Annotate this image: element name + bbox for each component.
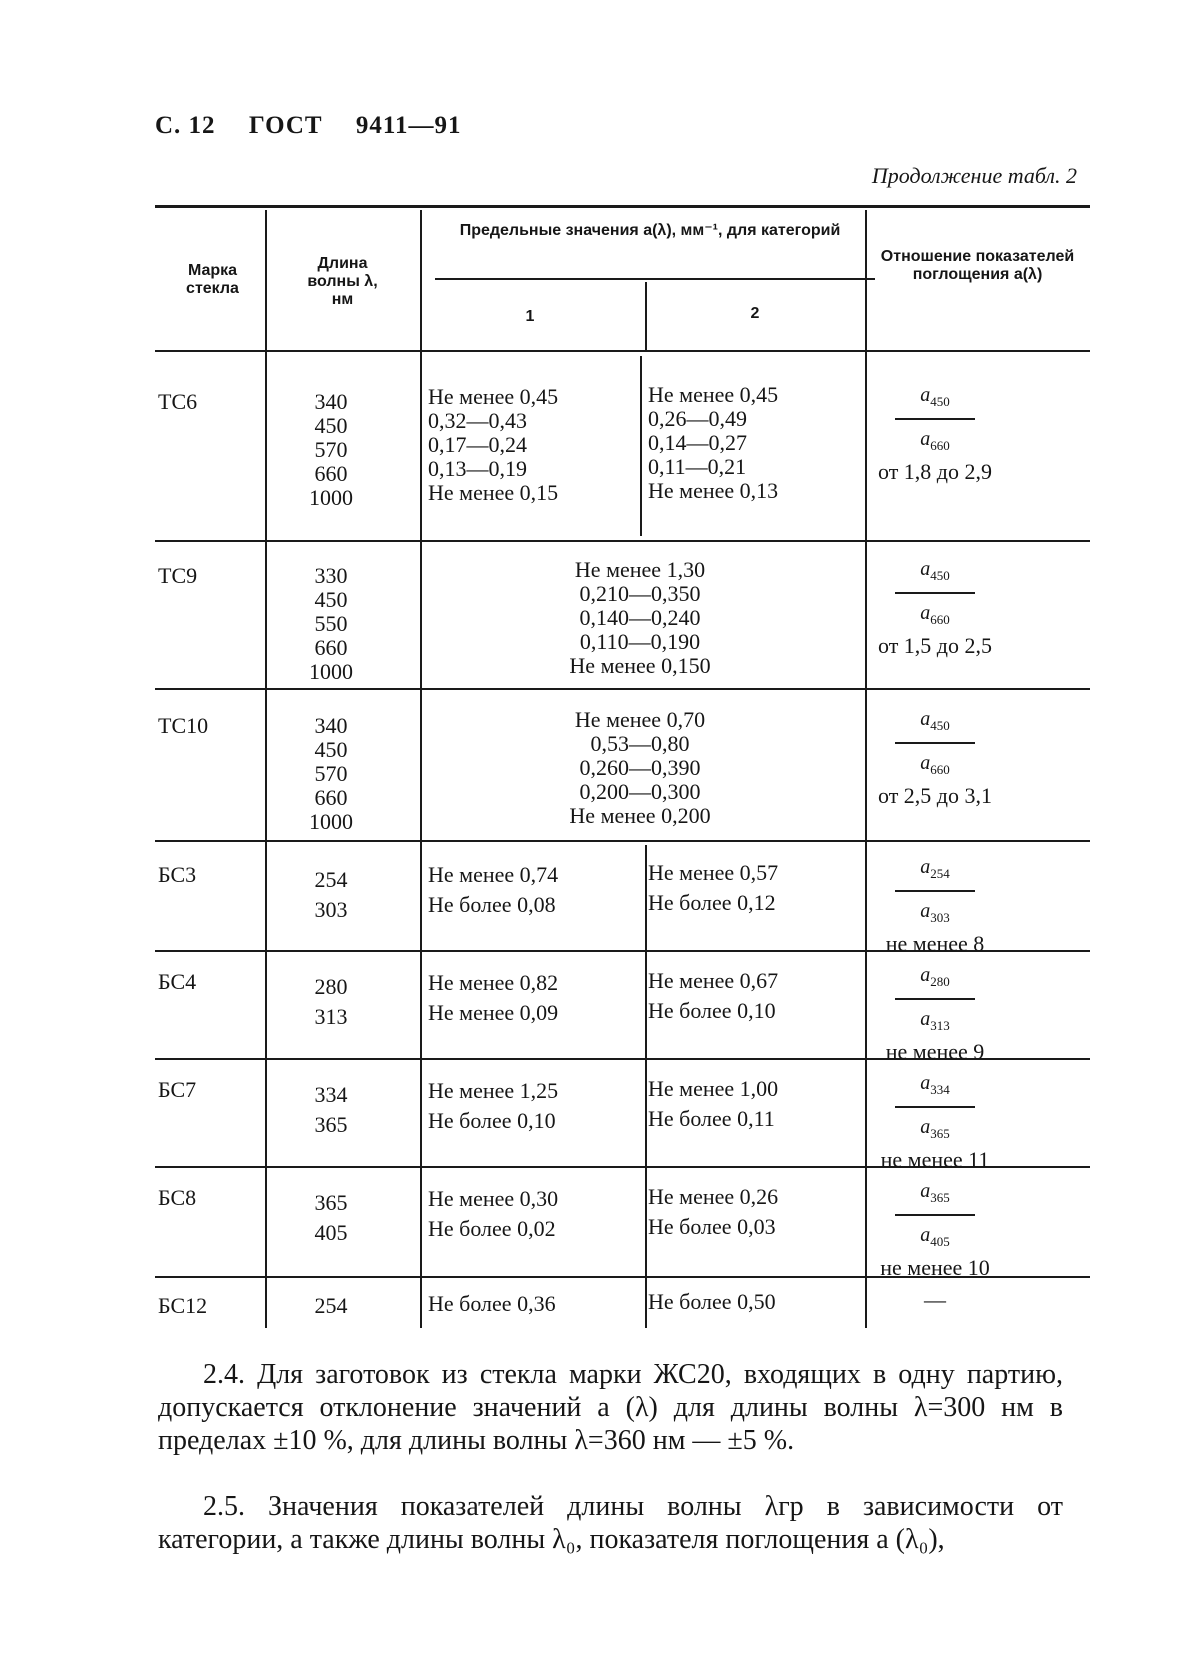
row-mark: БС4: [158, 969, 197, 994]
row-ratio: [870, 1178, 1000, 1280]
row-mark: БС12: [158, 1293, 208, 1318]
row-waves: 334 365: [314, 1082, 348, 1137]
row-cat2: Не менее 0,67 Не более 0,10: [648, 968, 779, 1023]
row-mark: ТС9: [158, 563, 198, 588]
row-mark: БС7: [158, 1077, 197, 1102]
ratio-denominator: $a_{365}$: [920, 1116, 950, 1141]
row-rule-2: [155, 688, 1090, 690]
row-ratio: [870, 556, 1000, 658]
ratio-denominator: $a_{660}$: [920, 602, 950, 627]
col-divider-3: [865, 210, 867, 1328]
row-cat2: Не менее 1,00 Не более 0,11: [648, 1076, 779, 1131]
row-rule-1: [155, 540, 1090, 542]
row-mark: БС3: [158, 862, 197, 887]
ratio-range: не менее 11: [880, 1147, 990, 1172]
row-mark: ТС10: [158, 713, 209, 738]
ratio-numerator: $a_{254}$: [920, 856, 950, 881]
row-cat1: Не менее 0,30 Не более 0,02: [428, 1186, 559, 1241]
ratio-denominator: $a_{660}$: [920, 752, 950, 777]
col-divider-cat-tc6: [640, 356, 642, 536]
row-mark: БС8: [158, 1185, 197, 1210]
fraction-bar: [895, 998, 975, 1000]
ratio-range: не менее 10: [880, 1255, 990, 1280]
row-waves: 340 450 570 660 1000: [309, 389, 353, 510]
row-waves: 254 303: [314, 867, 348, 922]
col-divider-cat-bs: [645, 845, 647, 1328]
ratio-denominator: $a_{405}$: [920, 1224, 950, 1249]
row-ratio: [870, 1070, 1000, 1172]
row-cat1: Не менее 0,82 Не менее 0,09: [428, 970, 559, 1025]
row-cat2: Не менее 0,26 Не более 0,03: [648, 1184, 779, 1239]
row-rule-3: [155, 840, 1090, 842]
ratio-denominator: $a_{303}$: [920, 900, 950, 925]
row-ratio-dash: —: [924, 1287, 946, 1312]
ratio-denominator: $a_{313}$: [920, 1008, 950, 1033]
paragraph: 2.4. Для заготовок из стекла марки ЖС20, входящих в одну партию, допускается отклонение значений a (λ) для длины волны λ=300 нм в пределах ±10 %, для длины волны λ=360 нм — ±5 %.: [158, 1359, 1063, 1456]
fraction-bar: [895, 418, 975, 420]
fraction-bar: [895, 1106, 975, 1108]
fraction-bar: [895, 890, 975, 892]
row-waves: 330 450 550 660 1000: [309, 563, 353, 684]
fraction-bar: [895, 742, 975, 744]
paragraph: 2.5. Значения показателей длины волны λгр в зависимости от категории, а также длины волны λ₀, показателя поглощения a (λ₀),: [158, 1491, 1063, 1555]
row-cat1: Не менее 0,74 Не более 0,08: [428, 862, 559, 917]
standard-label: ГОСТ: [248, 112, 323, 139]
ratio-numerator: $a_{334}$: [920, 1072, 950, 1097]
col-header-ratio: Отношение показателей поглощения a(λ): [880, 248, 1075, 283]
ratio-range: от 1,8 до 2,9: [877, 459, 993, 484]
fraction-bar: [895, 1214, 975, 1216]
standard-number: 9411—91: [355, 112, 462, 139]
table-continuation-caption: Продолжение табл. 2: [871, 163, 1077, 188]
ratio-range: от 1,5 до 2,5: [877, 633, 993, 658]
header-bottom-rule: [155, 350, 1090, 352]
col-header-cat2: 2: [750, 305, 760, 322]
row-waves: 340 450 570 660 1000: [309, 713, 353, 834]
ratio-range: от 2,5 до 3,1: [877, 783, 993, 808]
col-divider-cat-header: [645, 282, 647, 352]
row-waves: 365 405: [314, 1190, 348, 1245]
row-ratio: [870, 962, 1000, 1064]
header-sub-rule: [435, 278, 875, 280]
row-ratio: [870, 706, 1000, 808]
ratio-numerator: $a_{280}$: [920, 964, 950, 989]
row-cat1: Не менее 1,25 Не более 0,10: [428, 1078, 559, 1133]
row-waves: 254: [314, 1293, 348, 1318]
ratio-numerator: $a_{450}$: [920, 384, 950, 409]
col-header-mark: Марка стекла: [186, 262, 239, 297]
col-header-limits: Предельные значения a(λ), мм⁻¹, для категорий: [459, 222, 841, 239]
page-header: [155, 112, 487, 140]
col-header-wave: Длина волны λ, нм: [307, 255, 378, 308]
ratio-numerator: $a_{365}$: [920, 1180, 950, 1205]
row-cat1: Не более 0,36: [428, 1291, 556, 1316]
col-header-cat1: 1: [525, 308, 535, 325]
row-cat1: Не менее 0,45 0,32—0,43 0,17—0,24 0,13—0,19 Не менее 0,15: [428, 384, 559, 505]
row-merged-values: Не менее 1,30 0,210—0,350 0,140—0,240 0,110—0,190 Не менее 0,150: [569, 557, 711, 678]
fraction-bar: [895, 592, 975, 594]
row-merged-values: Не менее 0,70 0,53—0,80 0,260—0,390 0,200—0,300 Не менее 0,200: [569, 707, 711, 828]
table-top-rule: [155, 205, 1090, 208]
ratio-range: не менее 9: [885, 1039, 985, 1064]
row-cat2: Не менее 0,45 0,26—0,49 0,14—0,27 0,11—0,21 Не менее 0,13: [648, 382, 779, 503]
ratio-numerator: $a_{450}$: [920, 708, 950, 733]
ratio-numerator: $a_{450}$: [920, 558, 950, 583]
row-mark: ТС6: [158, 389, 198, 414]
page-number: С. 12: [155, 112, 216, 139]
ratio-range: не менее 8: [885, 931, 985, 956]
row-ratio: [870, 854, 1000, 956]
ratio-denominator: $a_{660}$: [920, 428, 950, 453]
row-cat2: Не более 0,50: [648, 1289, 776, 1314]
row-cat2: Не менее 0,57 Не более 0,12: [648, 860, 779, 915]
row-ratio: [870, 382, 1000, 484]
row-waves: 280 313: [314, 974, 348, 1029]
